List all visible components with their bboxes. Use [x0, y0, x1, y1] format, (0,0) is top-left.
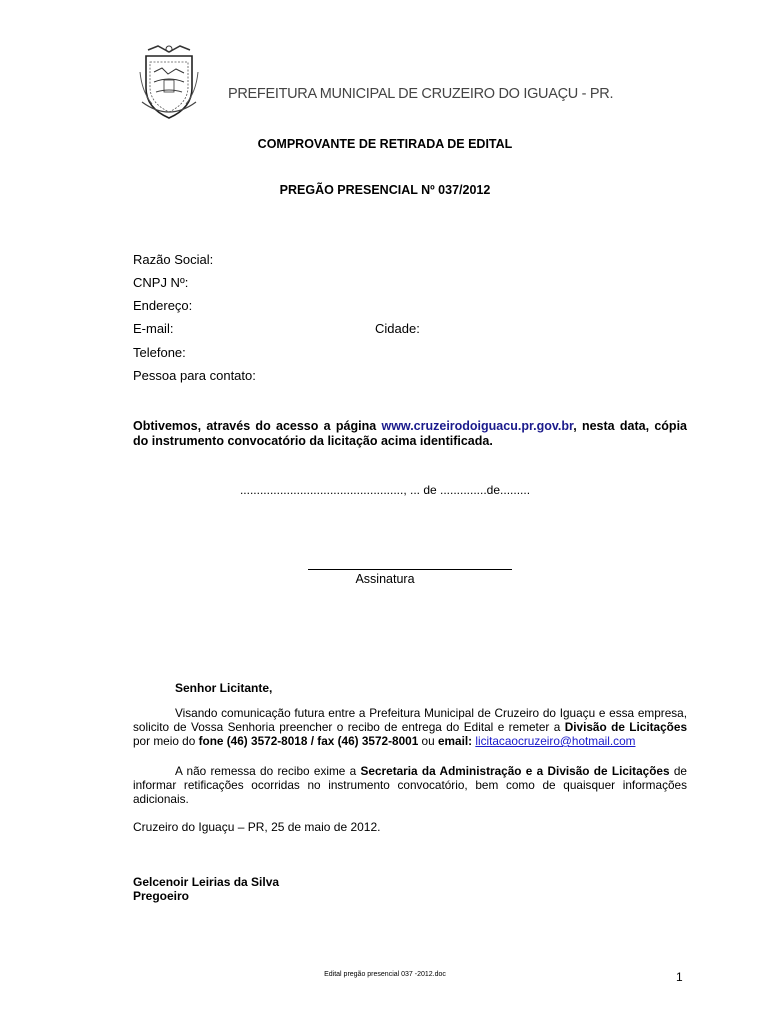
email-label: E-mail: — [133, 321, 174, 336]
secretaria-text: Secretaria da Administração e a Divisão de Licitações — [360, 764, 670, 778]
signer-role: Pregoeiro — [133, 889, 190, 903]
document-subheading: PREGÃO PRESENCIAL Nº 037/2012 — [279, 183, 491, 197]
cidade-label: Cidade: — [375, 321, 420, 336]
place-date: Cruzeiro do Iguaçu – PR, 25 de maio de 2012. — [133, 820, 381, 834]
municipality-header-title: PREFEITURA MUNICIPAL DE CRUZEIRO DO IGUAÇU - PR. — [228, 86, 614, 102]
cnpj-label: CNPJ Nº: — [133, 275, 189, 290]
p1-text-b: por meio do — [133, 734, 199, 748]
obtivemos-paragraph — [133, 419, 687, 449]
municipal-coat-of-arms-icon — [138, 42, 200, 122]
letter-paragraph-1 — [133, 706, 687, 748]
email-link[interactable]: licitacaocruzeiro@hotmail.com — [475, 734, 636, 748]
email-label-bold: email: — [437, 734, 476, 748]
razao-social-label: Razão Social: — [133, 252, 214, 267]
divisao-licitacoes-text: Divisão de Licitações — [564, 720, 687, 734]
pessoa-contato-label: Pessoa para contato: — [133, 368, 256, 383]
p2-text-a: A não remessa do recibo exime a — [175, 764, 361, 778]
document-heading: COMPROVANTE DE RETIRADA DE EDITAL — [257, 137, 513, 151]
telefone-label: Telefone: — [133, 345, 186, 360]
website-link[interactable]: www.cruzeirodoiguacu.pr.gov.br — [381, 419, 574, 433]
signature-label: Assinatura — [355, 572, 415, 586]
letter-salutation: Senhor Licitante, — [175, 681, 273, 695]
obtivemos-prefix: Obtivemos, através do acesso a página — [133, 419, 382, 433]
phone-fax-text: fone (46) 3572-8018 / fax (46) 3572-8001 — [198, 734, 419, 748]
date-fill-line: ................................................., ... de ..............de......... — [239, 483, 531, 497]
footer-filename: Edital pregão presencial 037 -2012.doc — [324, 971, 446, 978]
page-number: 1 — [676, 970, 683, 984]
endereco-label: Endereço: — [133, 298, 193, 313]
letter-paragraph-2 — [133, 764, 687, 806]
p2-text-b: de informar retificações ocorridas no instrumento convocatório, bem como de quaisquer informações adicionais. — [133, 764, 687, 806]
signature-line — [308, 560, 512, 570]
p1-text-c: ou — [418, 734, 438, 748]
p1-text-a: Visando comunicação futura entre a Prefeitura Municipal de Cruzeiro do Iguaçu e essa empresa, solicito de Vossa Senhoria preencher o recibo de entrega do Edital e remeter a — [133, 706, 687, 734]
obtivemos-suffix: , nesta data, cópia do instrumento convocatório da licitação acima identificada. — [133, 419, 687, 448]
signer-name: Gelcenoir Leirias da Silva — [133, 875, 280, 889]
